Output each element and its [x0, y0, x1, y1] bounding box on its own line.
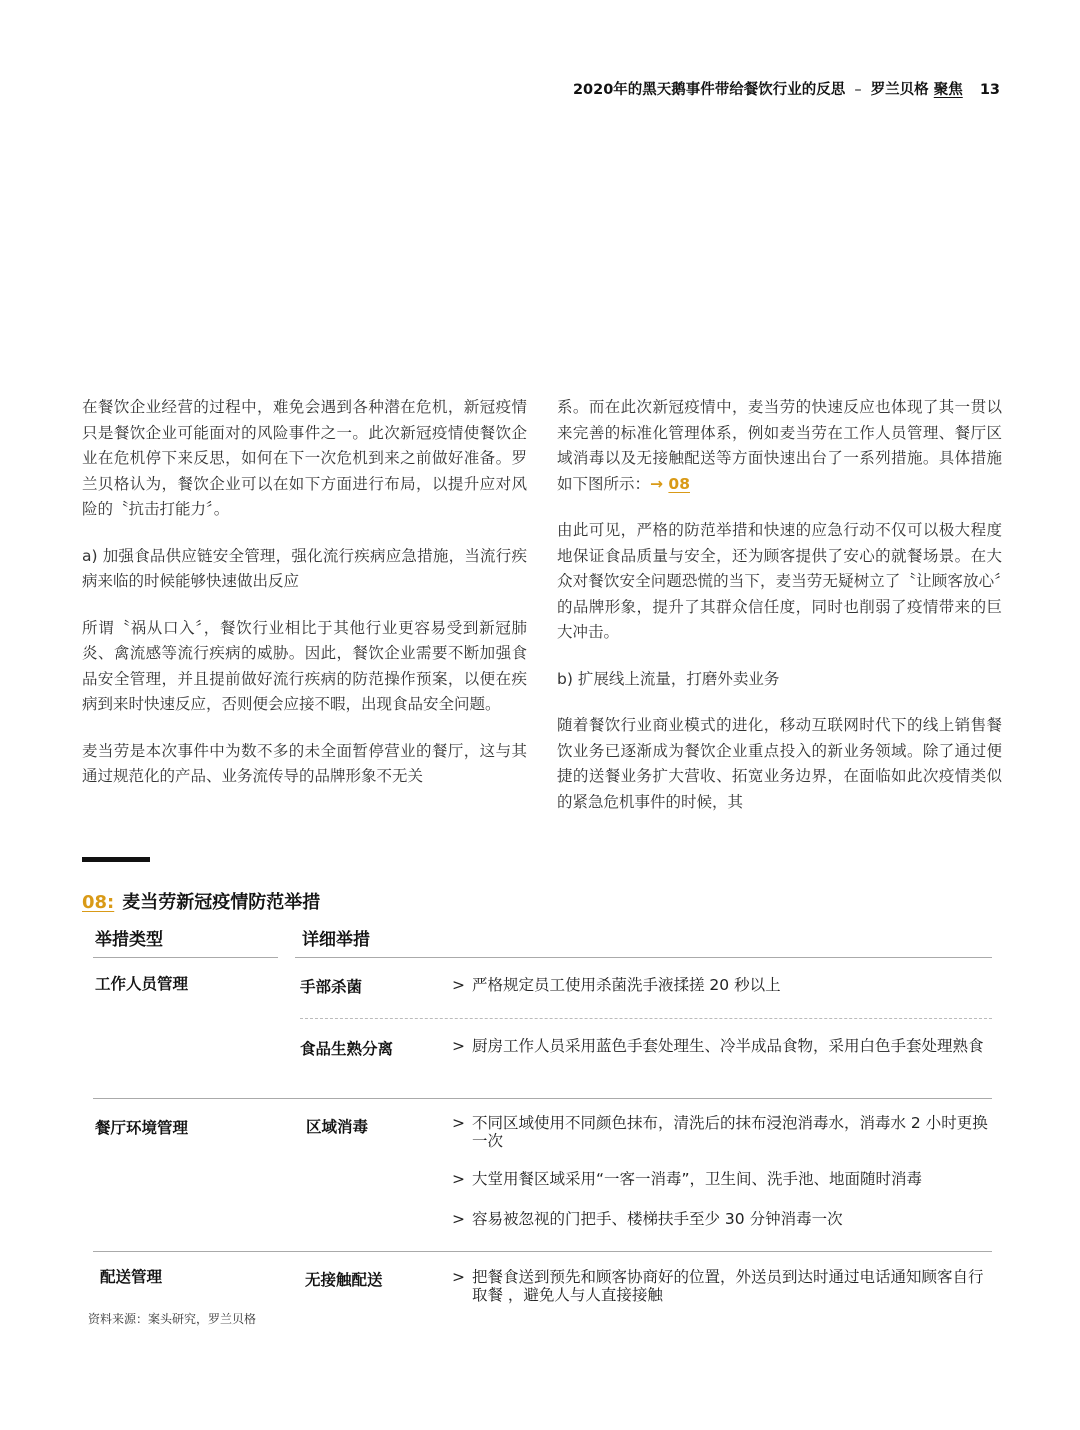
paragraph [557, 395, 1002, 497]
paragraph: 随着餐饮行业商业模式的进化，移动互联网时代下的线上销售餐饮业务已逐渐成为餐饮企业重点投入的新业务领域。除了通过便捷的送餐业务扩大营收、拓宽业务边界，在面临如此次疫情类似的紧急危机事件的时候，其 [557, 716, 1002, 811]
bullet-glyph: > [452, 976, 465, 994]
paragraph: 麦当劳是本次事件中为数不多的未全面暂停营业的餐厅，这与其通过规范化的产品、业务流传导的品牌形象不无关 [82, 741, 527, 785]
table-divider [93, 1098, 992, 1099]
measure-label: 无接触配送 [305, 1271, 383, 1289]
dashed-divider [300, 1018, 992, 1019]
category-label: 餐厅环境管理 [95, 1119, 189, 1137]
measure-item: > 把餐食送到预先和顾客协商好的位置，外送员到达时通过电话通知顾客自行取餐 ，避免人与人直接接触 [452, 1268, 984, 1304]
paragraph: 所谓〝祸从口入〞，餐饮行业相比于其他行业更容易受到新冠肺炎、禽流感等流行疾病的威胁。因此，餐饮企业需要不断加强食品安全管理，并且提前做好流行疾病的防范操作预案，以便在疾病到来时快速反应，否则便会应接不暇，出现食品安全问题。 [82, 618, 527, 713]
measure-item: > 厨房工作人员采用蓝色手套处理生、冷半成品食物，采用白色手套处理熟食 [452, 1037, 984, 1055]
column-header-detail: 详细举措 [302, 930, 370, 950]
table-divider [93, 1251, 992, 1252]
subheading-a: a) 加强食品供应链安全管理，强化流行疾病应急措施，当流行疾病来临的时候能够快速做出反应 [82, 546, 527, 590]
category-label: 配送管理 [100, 1268, 163, 1286]
bullet-glyph: > [452, 1037, 465, 1055]
figure-number: 08: [82, 892, 115, 913]
header-brand: 罗兰贝格 [870, 82, 929, 98]
right-column [557, 395, 1002, 815]
paragraph: 在餐饮企业经营的过程中，难免会遇到各种潜在危机，新冠疫情只是餐饮企业可能面对的风险事件之一。此次新冠疫情使餐饮企业在危机停下来反思，如何在下一次危机到来之前做好准备。罗兰贝格认为，餐饮企业可以在如下方面进行布局，以提升应对风险的〝抗击打能力〞。 [82, 398, 527, 518]
figure-reference-number: 08 [668, 474, 690, 493]
measure-item: > 不同区域使用不同颜色抹布，清洗后的抹布浸泡消毒水，消毒水 2 小时更换一次 [452, 1114, 988, 1150]
running-header [573, 78, 1000, 99]
measure-label: 区域消毒 [306, 1118, 369, 1136]
measure-label: 食品生熟分离 [300, 1040, 394, 1058]
figure-title [82, 888, 320, 914]
measure-item: > 容易被忽视的门把手、楼梯扶手至少 30 分钟消毒一次 [452, 1210, 843, 1228]
source-note: 资料来源：案头研究，罗兰贝格 [88, 1312, 257, 1326]
header-separator: – [854, 82, 862, 98]
bullet-glyph: > [452, 1268, 465, 1286]
arrow-right-icon: → [650, 474, 664, 493]
header-section: 聚焦 [933, 82, 963, 98]
left-column [82, 395, 527, 790]
bullet-glyph: > [452, 1114, 465, 1132]
header-title: 2020年的黑天鹅事件带给餐饮行业的反思 [572, 82, 846, 98]
subheading-b: b) 扩展线上流量，打磨外卖业务 [557, 669, 780, 688]
measure-item: > 严格规定员工使用杀菌洗手液揉搓 20 秒以上 [452, 976, 781, 994]
page-number: 13 [979, 82, 1000, 98]
figure-title-text: 麦当劳新冠疫情防范举措 [122, 892, 321, 913]
table-divider [295, 957, 992, 958]
measure-item: > 大堂用餐区域采用“一客一消毒”，卫生间、洗手池、地面随时消毒 [452, 1170, 923, 1188]
category-label: 工作人员管理 [95, 975, 189, 993]
column-header-type: 举措类型 [95, 930, 163, 950]
paragraph-text: 系。而在此次新冠疫情中，麦当劳的快速反应也体现了其一贯以来完善的标准化管理体系，例如麦当劳在工作人员管理、餐厅区域消毒以及无接触配送等方面快速出台了一系列措施。具体措施如下图所示： [557, 398, 1002, 493]
figure-reference-link[interactable] [650, 475, 690, 493]
paragraph: 由此可见，严格的防范举措和快速的应急行动不仅可以极大程度地保证食品质量与安全，还为顾客提供了安心的就餐场景。在大众对餐饮安全问题恐慌的当下，麦当劳无疑树立了〝让顾客放心〞的品牌形象，提升了其群众信任度，同时也削弱了疫情带来的巨大冲击。 [557, 521, 1002, 641]
bullet-glyph: > [452, 1210, 465, 1228]
bullet-glyph: > [452, 1170, 465, 1188]
figure-top-rule [82, 857, 150, 862]
measure-label: 手部杀菌 [300, 978, 363, 996]
table-divider [93, 957, 278, 958]
